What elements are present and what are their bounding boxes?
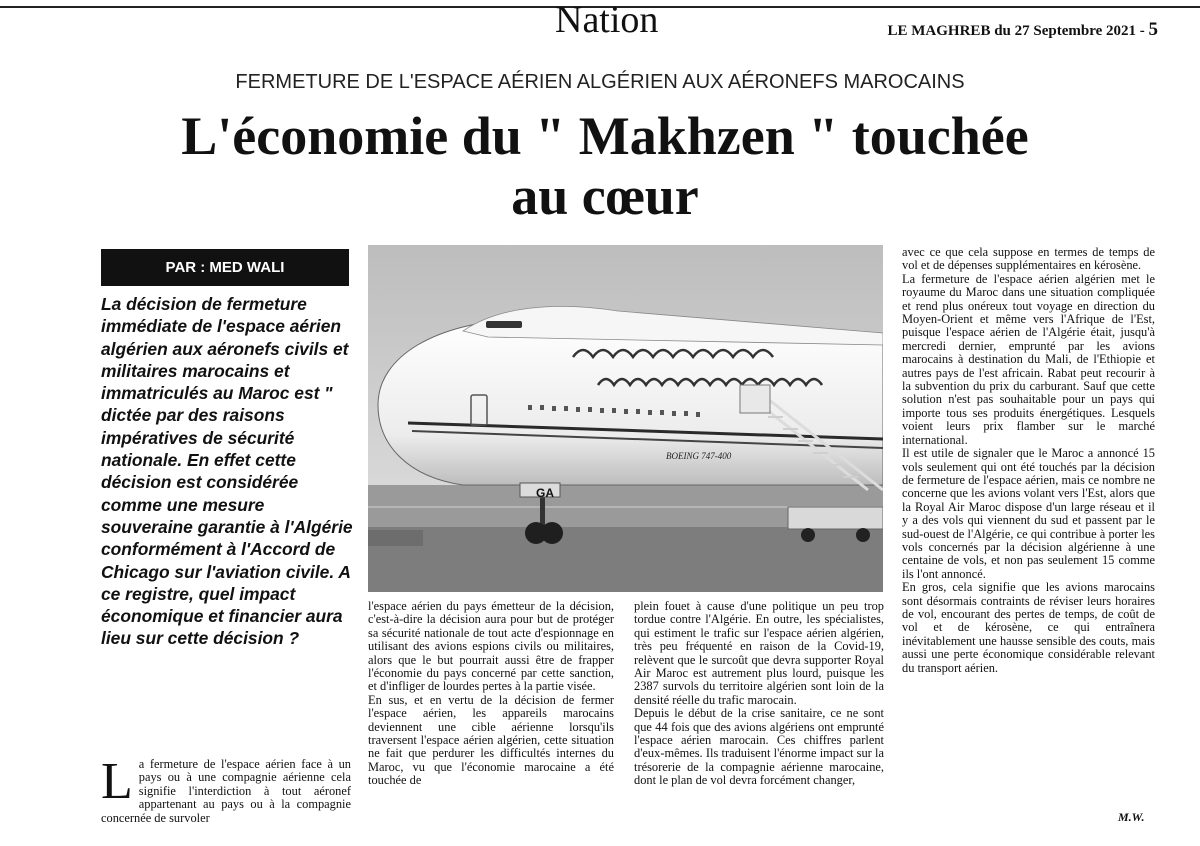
lead-paragraph: La décision de fermeture immédiate de l'espace aérien algérien aux aéronefs civils et militaires marocains et immatriculés au Maroc est " dictée par des raisons impératives de sécurité nationale. En effet cette décision est considérée comme une mesure souveraine garantie à l'Algérie conformément à l'Accord de Chicago sur l'aviation civile. A ce registre, quel impact économique et financier aura lieu sur cette décision ? — [101, 294, 353, 649]
column-2-paragraph-1: l'espace aérien du pays émetteur de la décision, c'est-à-dire la décision aura pour but de protéger sa sécurité nationale de tout acte d'espionnage en utilisant des avions espions civils ou militaires, alors que le but pourrait aussi être de frapper l'économie du pays concerné par cette sanction, et d'infliger de lourdes pertes à la partie visée. — [368, 599, 614, 694]
headline-line-1: L'économie du " Makhzen " touchée — [181, 106, 1029, 166]
column-2-paragraph-2: En sus, et en vertu de la décision de fermer l'espace aérien, les appareils marocains deviennent une cible aérienne lorsqu'ils traversent l'espace aérien algérien, cette situation ne fait que perdurer les difficultés internes du Maroc, vu que l'économie marocaine a été touchée de — [368, 692, 614, 788]
headline-line-2: au cœur — [511, 166, 699, 226]
section-name: Nation — [555, 0, 659, 41]
column-4-paragraph-3: Il est utile de signaler que le Maroc a annoncé 15 vols seulement qui ont été touchés par la décision de fermeture de l'espace aérien, mais ce nombre ne concerne que les avions volant vers l'Est, alors que la Royal Air Maroc dispose d'un large réseau et il y a des vols qui viennent du sud et passent par le sud-ouest de l'Algérie, ce qui contribue à porter les vols concernés par la décision algérienne à une centaine de vols, et non pas seulement 15 comme ils l'ont annoncé. — [902, 446, 1155, 581]
column-4-paragraph-4: En gros, cela signifie que les avions marocains sont désormais contraints de réviser leurs horaires de vol, encourant des pertes de temps, de coût de vol et de kérosène, ce qui entraînera inévitablement une hausse sensible des couts, mais aussi une perte économique considérable relevant du transport aérien. — [902, 580, 1155, 675]
headline — [40, 106, 1170, 226]
column-3 — [634, 600, 884, 788]
column-4 — [902, 246, 1155, 675]
registration-label: GA — [536, 486, 554, 500]
page-number: 5 — [1148, 19, 1158, 40]
column-1 — [101, 753, 351, 825]
airplane-photo-icon — [368, 245, 883, 592]
column-4-paragraph-1: avec ce que cela suppose en termes de temps de vol et de dépenses supplémentaires en kérosène. — [902, 245, 1155, 273]
dateline-text: LE MAGHREB du 27 Septembre 2021 - — [887, 23, 1145, 39]
column-4-paragraph-2: La fermeture de l'espace aérien algérien met le royaume du Maroc dans une situation compliquée et rend plus onéreux tout voyage en direction du Moyen-Orient et même vers l'Afrique de l'Est, puisque l'espace aérien de l'Algérie était, jusqu'à mercredi dernier, emprunté par les avions marocains à destination du Mali, de l'Ethiopie et autres pays de l'est africain. Rabat peut recourir à la subvention du prix du carburant. Sauf que cette solution n'est pas souhaitable pour un pays qui importe tous ses produits énergétiques. Lesquels voient leurs prix flamber sur le marché international. — [902, 271, 1155, 447]
drop-cap: L — [101, 753, 133, 810]
aircraft-type-label: BOEING 747-400 — [666, 451, 732, 461]
column-3-paragraph-2: Depuis le début de la crise sanitaire, ce ne sont que 44 fois que des avions algériens ont emprunté l'espace aérien marocain. Ces chiffres parlent d'eux-mêmes. Ils traduisent l'énorme impact sur la trésorerie de la compagnie aérienne marocaine, dont le plan de vol devra forcément changer, — [634, 706, 884, 788]
column-2 — [368, 600, 614, 788]
dateline — [888, 19, 1158, 41]
author-signature: M.W. — [1118, 810, 1145, 824]
kicker: FERMETURE DE L'ESPACE AÉRIEN ALGÉRIEN AUX AÉRONEFS MAROCAINS — [235, 71, 965, 93]
byline: PAR : MED WALI — [101, 249, 349, 286]
column-3-paragraph-1: plein fouet à cause d'une politique un peu trop tordue contre l'Algérie. En outre, les spécialistes, qui estiment le trafic sur l'espace aérien algérien, très peu fréquenté en raison de la Covid-19, relèvent que le surcoût que devra supporter Royal Air Maroc est autrement plus lourd, puisque les 2387 survols du territoire algérien sont loin de la densité réelle du trafic marocain. — [634, 599, 884, 707]
article-photo — [368, 245, 883, 592]
column-1-text: a fermeture de l'espace aérien face à un pays ou à une compagnie aérienne cela signifie l'interdiction à tout aéronef appartenant au pays ou à la compagnie concernée de survoler — [101, 757, 351, 825]
